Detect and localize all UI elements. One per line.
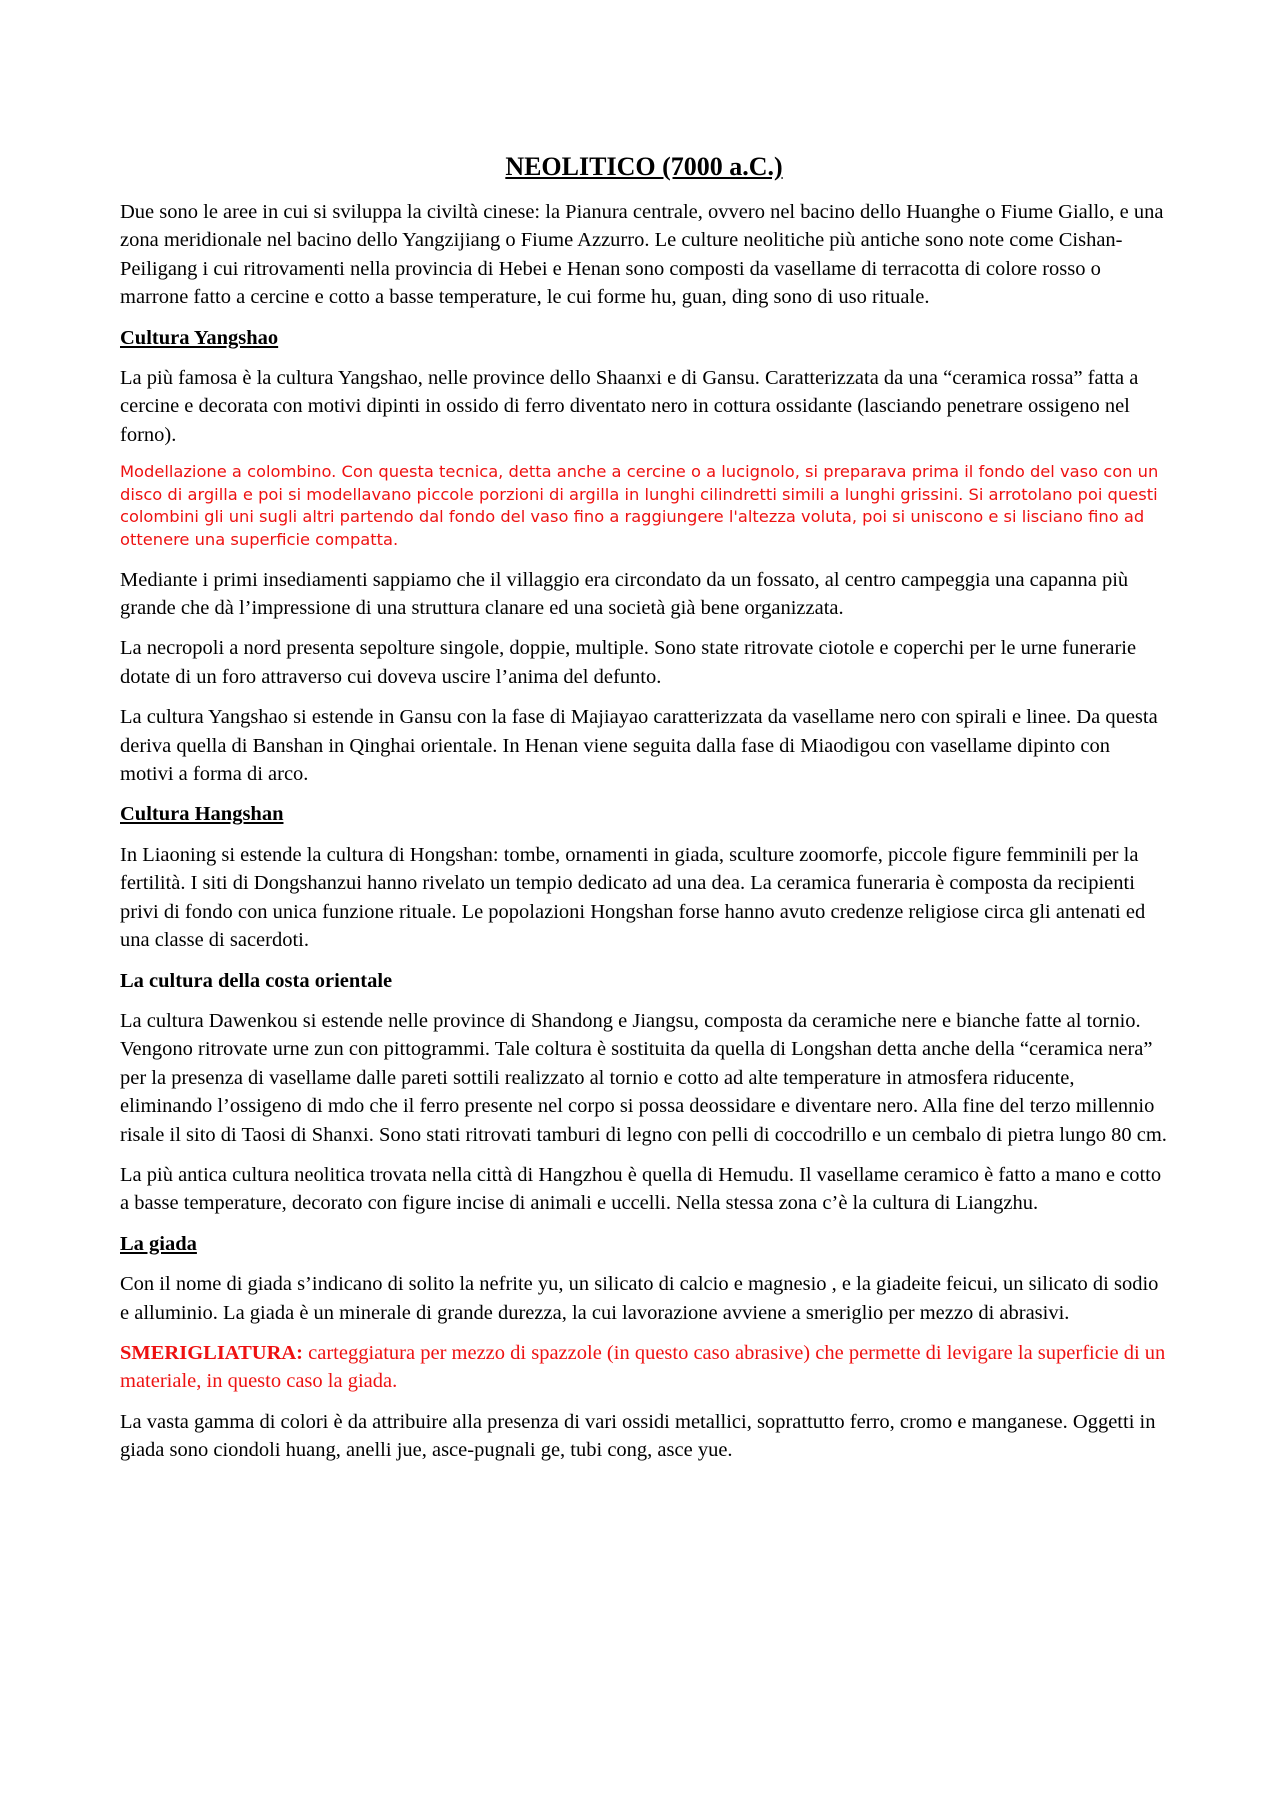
heading-giada: La giada — [120, 1232, 197, 1255]
yangshao-paragraph-2: Mediante i primi insediamenti sappiamo che il villaggio era circondato da un fossato, al centro campeggia una capanna più grande che dà l’impressione di una struttura clanare ed una società già bene organizzata. — [120, 568, 1129, 620]
hangshan-paragraph-1: In Liaoning si estende la cultura di Hongshan: tombe, ornamenti in giada, sculture zoomorfe, piccole figure femminili per la fertilità. I siti di Dongshanzui hanno rivelato un tempio dedicato ad una dea. La ceramica funeraria è composta da recipienti privi di fondo con unica funzione rituale. Le popolazioni Hongshan forse hanno avuto credenze religiose circa gli antenati ed una classe di sacerdoti. — [120, 843, 1146, 952]
page-title: NEOLITICO (7000 a.C.) — [505, 152, 783, 181]
costa-paragraph-2: La più antica cultura neolitica trovata nella città di Hangzhou è quella di Hemudu. Il vasellame ceramico è fatto a mano e cotto a basse temperature, decorato con figure incise di animali e uccelli. Nella stessa zona c’è la cultura di Liangzhu. — [120, 1163, 1162, 1215]
giada-paragraph-1: Con il nome di giada s’indicano di solito la nefrite yu, un silicato di calcio e magnesio , e la giadeite feicui, un silicato di sodio e alluminio. La giada è un minerale di grande durezza, la cui lavorazione avviene a smeriglio per mezzo di abrasivi. — [120, 1273, 1159, 1324]
heading-hangshan: Cultura Hangshan — [120, 803, 284, 826]
giada-paragraph-2: La vasta gamma di colori è da attribuire alla presenza di vari ossidi metallici, soprattutto ferro, cromo e manganese. Oggetti in giada sono ciondoli huang, anelli jue, asce-pugnali ge, tubi cong, asce yue. — [120, 1410, 1156, 1462]
smerigliatura-term: SMERIGLIATURA: — [120, 1341, 303, 1364]
document-body — [120, 150, 1168, 1477]
yangshao-paragraph-1: La più famosa è la cultura Yangshao, nelle province dello Shaanxi e di Gansu. Caratterizzata da una “ceramica rossa” fatta a cercine e decorata con motivi dipinti in ossido di ferro diventato nero in cottura ossidante (lasciando penetrare ossigeno nel forno). — [120, 367, 1139, 446]
yangshao-paragraph-3: La necropoli a nord presenta sepolture singole, doppie, multiple. Sono state ritrovate ciotole e coperchi per le urne funerarie dotate di un foro attraverso cui doveva uscire l’anima del defunto. — [120, 637, 1137, 688]
yangshao-paragraph-4: La cultura Yangshao si estende in Gansu con la fase di Majiayao caratterizzata da vasellame nero con spirali e linee. Da questa deriva quella di Banshan in Qinghai orientale. In Henan viene seguita dalla fase di Miaodigou con vasellame dipinto con motivi a forma di arco. — [120, 706, 1158, 786]
intro-paragraph: Due sono le aree in cui si sviluppa la civiltà cinese: la Pianura centrale, ovvero nel bacino dello Huanghe o Fiume Giallo, e una zona meridionale nel bacino dello Yangzijiang o Fiume Azzurro. Le culture neolitiche più antiche sono note come Cishan-Peiligang i cui ritrovamenti nella provincia di Hebei e Henan sono composti da vasellame di terracotta di colore rosso o marrone fatto a cercine e cotto a basse temperature, le cui forme hu, guan, ding sono di uso rituale. — [120, 201, 1164, 309]
costa-paragraph-1: La cultura Dawenkou si estende nelle province di Shandong e Jiangsu, composta da ceramiche nere e bianche fatte al tornio. Vengono ritrovate urne zun con pittogrammi. Tale coltura è sostituita da quella di Longshan detta anche della “ceramica nera” per la presenza di vasellame dalle pareti sottili realizzato al tornio e cotto ad alte temperature in atmosfera riducente, eliminando l’ossigeno di mdo che il ferro presente nel corpo si possa deossidare e diventare nero. Alla fine del terzo millennio risale il sito di Taosi di Shanxi. Sono stati ritrovati tamburi di legno con pelli di coccodrillo e un cembalo di pietra lungo 80 cm. — [120, 1009, 1167, 1146]
smerigliatura-note — [120, 1339, 1168, 1396]
heading-yangshao: Cultura Yangshao — [120, 326, 279, 349]
colombino-note: Modellazione a colombino. Con questa tecnica, detta anche a cercine o a lucignolo, si preparava prima il fondo del vaso con un disco di argilla e poi si modellavano piccole porzioni di argilla in lunghi cilindretti simili a lunghi grissini. Si arrotolano poi questi colombini gli uni sugli altri partendo dal fondo del vaso fino a raggiungere l'altezza voluta, poi si uniscono e si lisciano fino ad ottenere una superficie compatta. — [120, 462, 1159, 550]
heading-costa-orientale: La cultura della costa orientale — [120, 969, 393, 992]
smerigliatura-definition: carteggiatura per mezzo di spazzole (in questo caso abrasive) che permette di levigare la superficie di un materiale, in questo caso la giada. — [120, 1341, 1166, 1393]
